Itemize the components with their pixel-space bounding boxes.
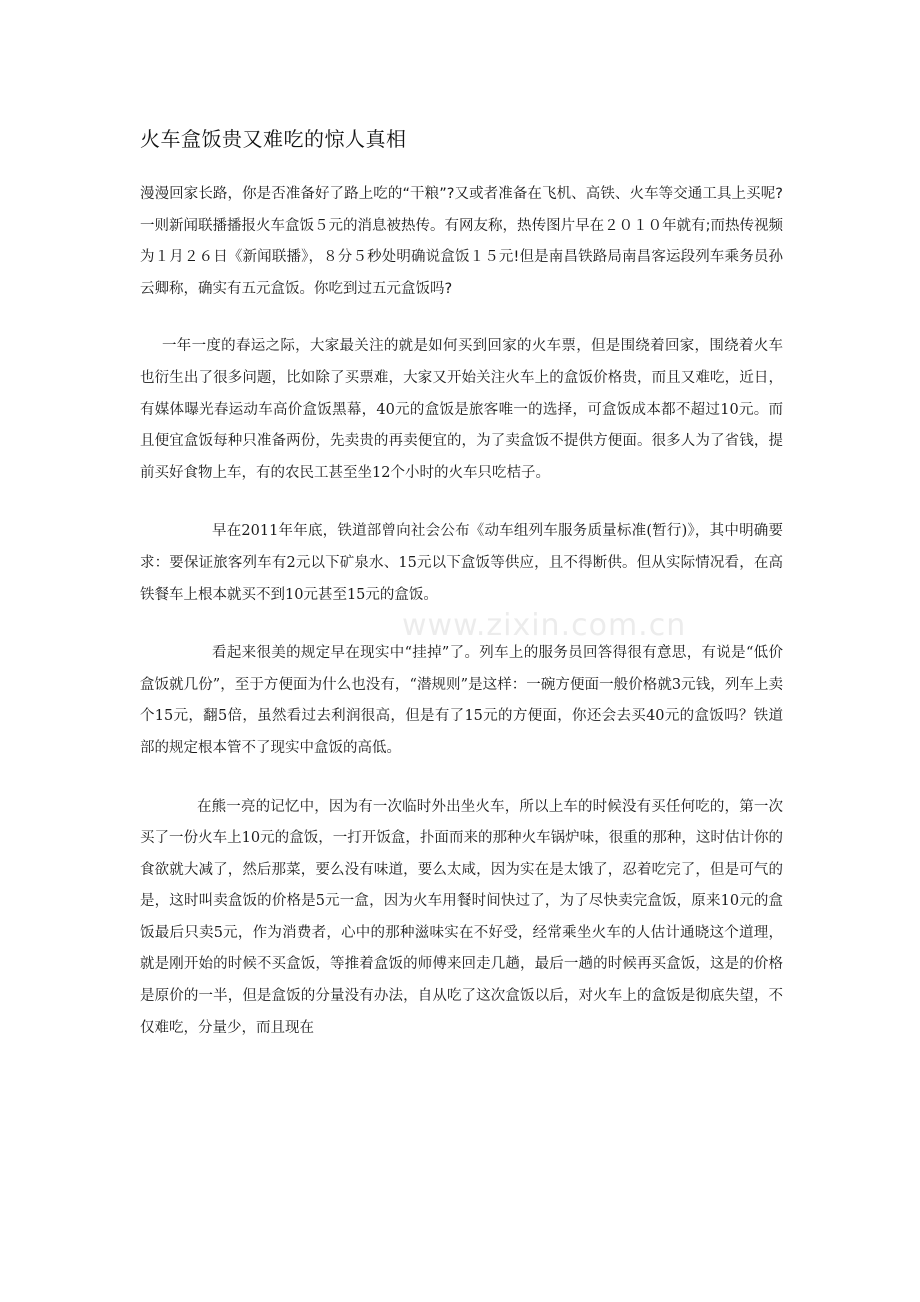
- body-paragraph-3: 看起来很美的规定早在现实中“挂掉”了。列车上的服务员回答得很有意思，有说是“低价盒饭就几份”，至于方便面为什么也没有，“潜规则”是这样：一碗方便面一般价格就3元钱，列车上卖个15元，翻5倍，虽然看过去利润很高，但是有了15元的方便面，你还会去买40元的盒饭吗？铁道部的规定根本管不了现实中盒饭的高低。: [140, 645, 783, 756]
- document-content: [140, 118, 783, 1071]
- watermark: www.zixin.com.cn: [402, 608, 687, 643]
- body-paragraph-1: 一年一度的春运之际，大家最关注的就是如何买到回家的火车票，但是围绕着回家，围绕着火车也衍生出了很多问题，比如除了买票难，大家又开始关注火车上的盒饭价格贵，而且又难吃，近日，有媒体曝光春运动车高价盒饭黑幕，40元的盒饭是旅客唯一的选择，可盒饭成本都不超过10元。而且便宜盒饭每种只准备两份，先卖贵的再卖便宜的，为了卖盒饭不提供方便面。很多人为了省钱，提前买好食物上车，有的农民工甚至坐12个小时的火车只吃桔子。: [140, 338, 783, 481]
- body-paragraph-4: 在熊一亮的记忆中，因为有一次临时外出坐火车，所以上车的时候没有买任何吃的，第一次买了一份火车上10元的盒饭，一打开饭盒，扑面而来的那种火车锅炉味，很重的那种，这时估计你的食欲就大减了，然后那菜，要么没有味道，要么太咸，因为实在是太饿了，忍着吃完了，但是可气的是，这时叫卖盒饭的价格是5元一盒，因为火车用餐时间快过了，为了尽快卖完盒饭，原来10元的盒饭最后只卖5元，作为消费者，心中的那种滋味实在不好受，经常乘坐火车的人估计通晓这个道理，就是刚开始的时候不买盒饭，等推着盒饭的师傅来回走几趟，最后一趟的时候再买盒饭，这是的价格是原价的一半，但是盒饭的分量没有办法，自从吃了这次盒饭以后，对火车上的盒饭是彻底失望，不仅难吃，分量少，而且现在: [140, 798, 783, 1036]
- document-title: 火车盒饭贵又难吃的惊人真相: [140, 127, 407, 151]
- lead-paragraph: 漫漫回家长路，你是否准备好了路上吃的“干粮”?又或者准备在飞机、高铁、火车等交通工具上买呢?一则新闻联播播报火车盒饭５元的消息被热传。有网友称，热传图片早在２０１０年就有;而热传视频为１月２６日《新闻联播》，８分５秒处明确说盒饭１５元!但是南昌铁路局南昌客运段列车乘务员孙云卿称，确实有五元盒饭。你吃到过五元盒饭吗?: [140, 186, 783, 297]
- body-paragraph-2: 早在2011年年底，铁道部曾向社会公布《动车组列车服务质量标准(暂行)》，其中明确要求：要保证旅客列车有2元以下矿泉水、15元以下盒饭等供应，且不得断供。但从实际情况看，在高铁餐车上根本就买不到10元甚至15元的盒饭。: [140, 523, 783, 603]
